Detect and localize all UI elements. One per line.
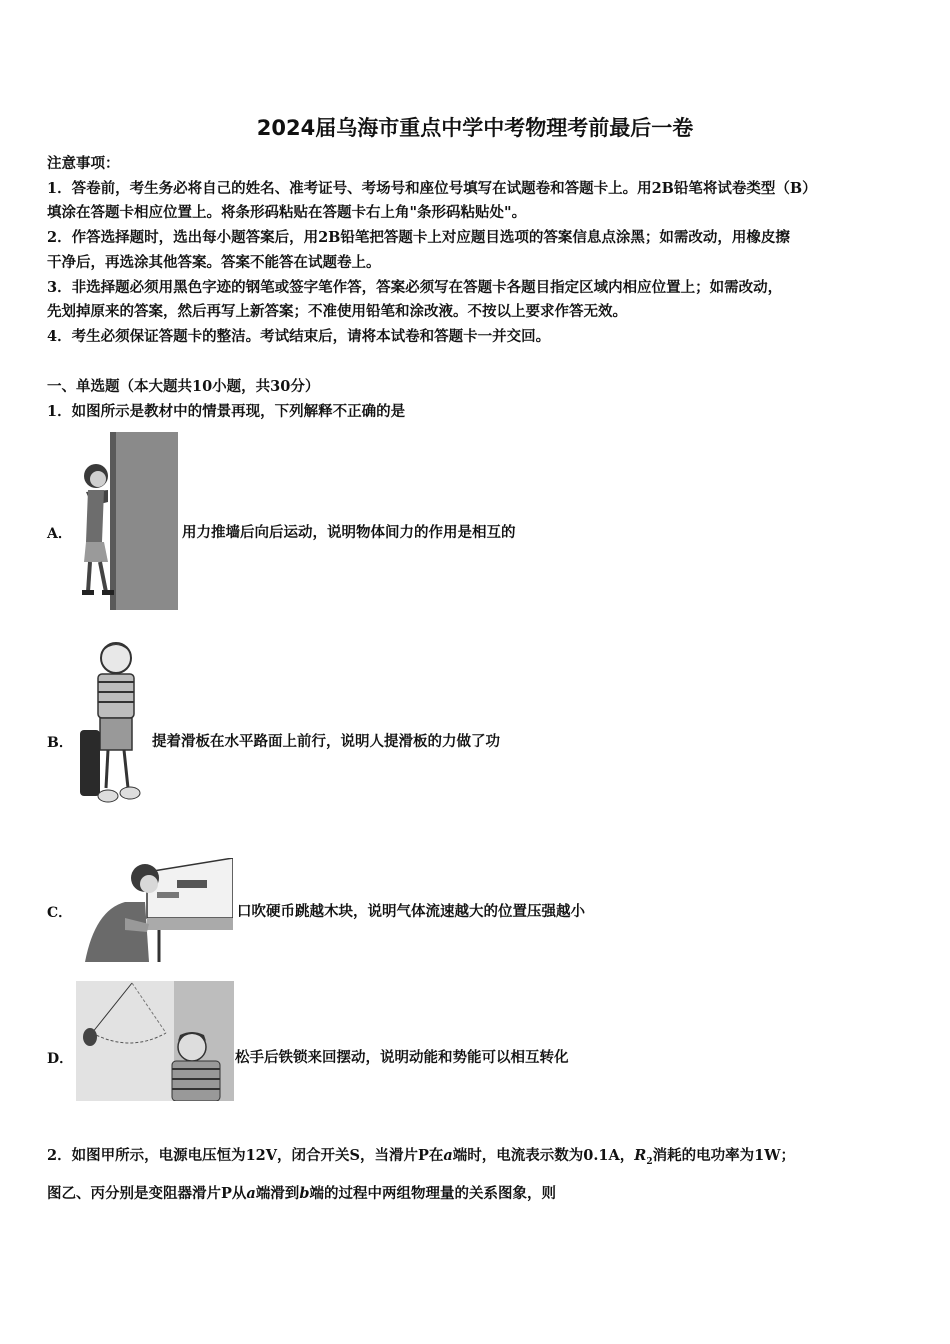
q1-option-d-text: 松手后铁锁来回摆动，说明动能和势能可以相互转化 bbox=[235, 1049, 569, 1066]
notice-line-7: 4．考生必须保证答题卡的整洁。考试结束后，请将本试卷和答题卡一并交回。 bbox=[47, 328, 551, 345]
q1-option-b-letter: B． bbox=[47, 735, 73, 751]
notice-heading: 注意事项： bbox=[47, 155, 120, 172]
figure-swing-lock bbox=[76, 981, 234, 1101]
notice-line-3: 2．作答选择题时，选出每小题答案后，用2B铅笔把答题卡上对应题目选项的答案信息点涂黑；如需改动，用橡皮擦 bbox=[47, 229, 790, 246]
q1-option-a-letter: A． bbox=[47, 526, 72, 542]
section-heading: 一、单选题（本大题共10小题，共30分） bbox=[47, 378, 320, 395]
figure-carry-skateboard bbox=[78, 638, 150, 810]
notice-line-1: 1．答卷前，考生务必将自己的姓名、准考证号、考场号和座位号填写在试题卷和答题卡上。用2B铅笔将试卷类型（B） bbox=[47, 180, 817, 197]
q1-option-d-letter: D． bbox=[47, 1051, 74, 1067]
notice-line-2: 填涂在答题卡相应位置上。将条形码粘贴在答题卡右上角"条形码粘贴处"。 bbox=[47, 204, 527, 221]
notice-line-5: 3．非选择题必须用黑色字迹的钢笔或签字笔作答，答案必须写在答题卡各题目指定区域内相应位置上；如需改动， bbox=[47, 279, 783, 296]
q1-option-a-text: 用力推墙后向后运动，说明物体间力的作用是相互的 bbox=[182, 524, 516, 541]
q2-line-1: 2．如图甲所示，电源电压恒为12V，闭合开关S，当滑片P在a端时，电流表示数为0.1A，$R_2$消耗的电功率为1W； bbox=[47, 1147, 795, 1167]
notice-line-4: 干净后，再选涂其他答案。答案不能答在试题卷上。 bbox=[47, 254, 381, 271]
q2-line-2: 图乙、丙分别是变阻器滑片P从a端滑到b端的过程中两组物理量的关系图象，则 bbox=[47, 1185, 556, 1202]
figure-push-wall bbox=[78, 432, 178, 610]
q1-stem: 1．如图所示是教材中的情景再现，下列解释不正确的是 bbox=[47, 403, 406, 420]
page-title: 2024届乌海市重点中学中考物理考前最后一卷 bbox=[256, 116, 694, 140]
figure-blow-coin bbox=[85, 858, 233, 962]
q1-option-b-text: 提着滑板在水平路面上前行，说明人提滑板的力做了功 bbox=[152, 733, 500, 750]
notice-line-6: 先划掉原来的答案，然后再写上新答案；不准使用铅笔和涂改液。不按以上要求作答无效。 bbox=[47, 303, 627, 320]
q1-option-c-letter: C． bbox=[47, 905, 73, 921]
q1-option-c-text: 口吹硬币跳越木块，说明气体流速越大的位置压强越小 bbox=[237, 903, 585, 920]
